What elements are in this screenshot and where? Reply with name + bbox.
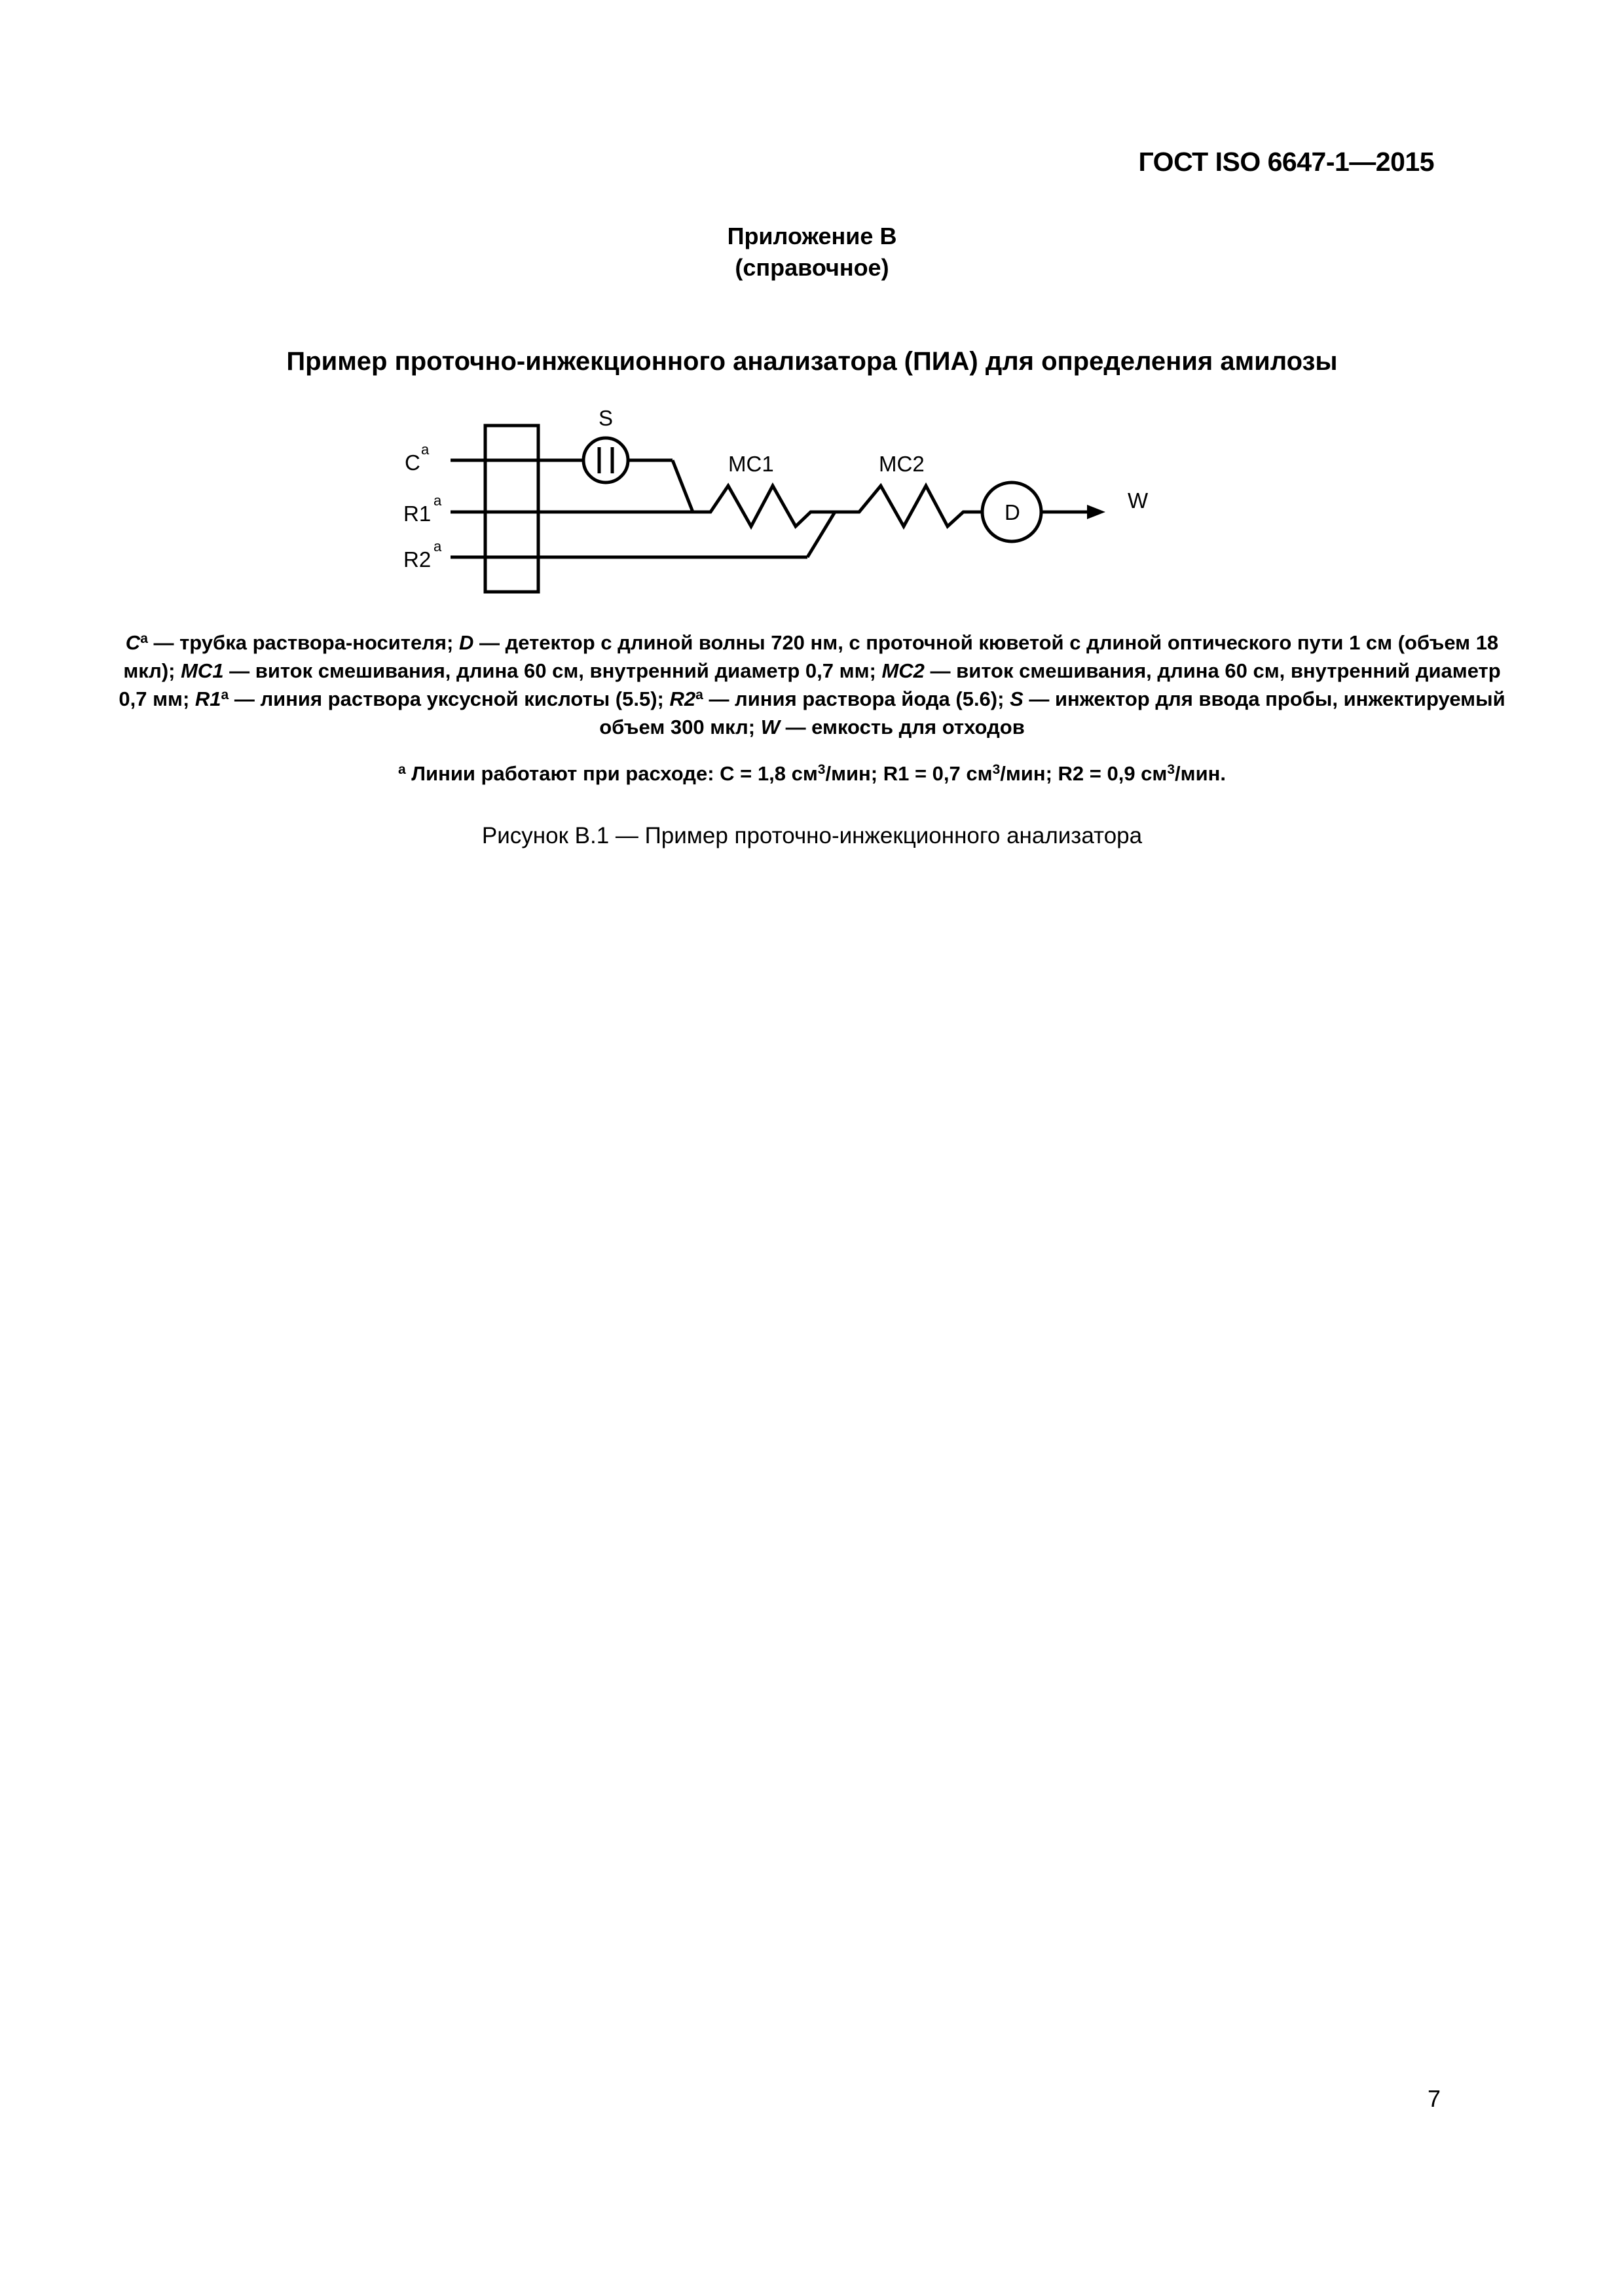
figure-caption: Рисунок В.1 — Пример проточно-инжекционного анализатора	[481, 823, 1143, 848]
legend-term-w: W	[760, 716, 780, 738]
label-r1: R1	[403, 501, 432, 526]
label-c-sup: a	[421, 441, 430, 458]
annex-title: Приложение В	[727, 223, 897, 249]
label-r2-sup: a	[434, 538, 442, 555]
label-c: C	[405, 450, 420, 475]
arrow-to-waste	[1087, 505, 1105, 519]
footnote: $^a$ Линии работают при расходе: C = 1,8 $см^3$/мин; R1 = 0,7 $см^3$/мин; R2 = 0,9 $см^3$/мин.	[398, 762, 1226, 785]
footnote-marker: a	[398, 762, 406, 777]
legend-term-mc1: MC1	[181, 659, 224, 682]
label-d: D	[1005, 500, 1020, 524]
label-mc1: MC1	[728, 452, 774, 476]
label-s: S	[599, 406, 614, 430]
injector-valve	[583, 438, 628, 483]
label-w: W	[1128, 488, 1149, 513]
label-mc2: MC2	[879, 452, 925, 476]
legend-term-r2: R2	[669, 687, 696, 710]
figure-heading: Пример проточно-инжекционного анализатора (ПИА) для определения амилозы	[286, 347, 1338, 376]
legend-term-d: D	[458, 631, 474, 654]
label-r1-sup: a	[434, 492, 442, 509]
pump-block	[485, 426, 538, 592]
legend-term-s: S	[1010, 687, 1024, 710]
page-number: 7	[1427, 2085, 1441, 2112]
label-r2: R2	[403, 547, 432, 572]
document-code: ГОСТ ISO 6647-1—2015	[1138, 147, 1434, 177]
mixing-coil-mc2	[841, 486, 982, 526]
mixing-coil-mc1	[693, 486, 841, 526]
legend-term-r1: R1	[194, 687, 221, 710]
legend-term-mc2: MC2	[881, 659, 925, 682]
merge-r2	[807, 512, 835, 557]
legend-term-c: C	[125, 631, 141, 654]
merge-c-r1	[673, 460, 693, 512]
annex-subtitle: (справочное)	[735, 254, 889, 281]
detector	[982, 483, 1041, 541]
figure-legend: $C^a$ — трубка раствора-носителя; D — детектор с длиной волны 720 нм, с проточной кюветой с длиной оптического пути 1 см (объем 18 мкл); MC1 — виток смешивания, длина 60 см, внутренний диаметр 0,7 мм; MC2 — виток смешивания, длина 60 см, внутренний диаметр 0,7 мм; R1$^a$ — линия раствора уксусной кислоты (5.5); R2$^a$ — линия раствора йода (5.6); S — инжектор для ввода пробы, инжектируемый объем 300 мкл; W — емкость для отходов	[119, 631, 1505, 738]
